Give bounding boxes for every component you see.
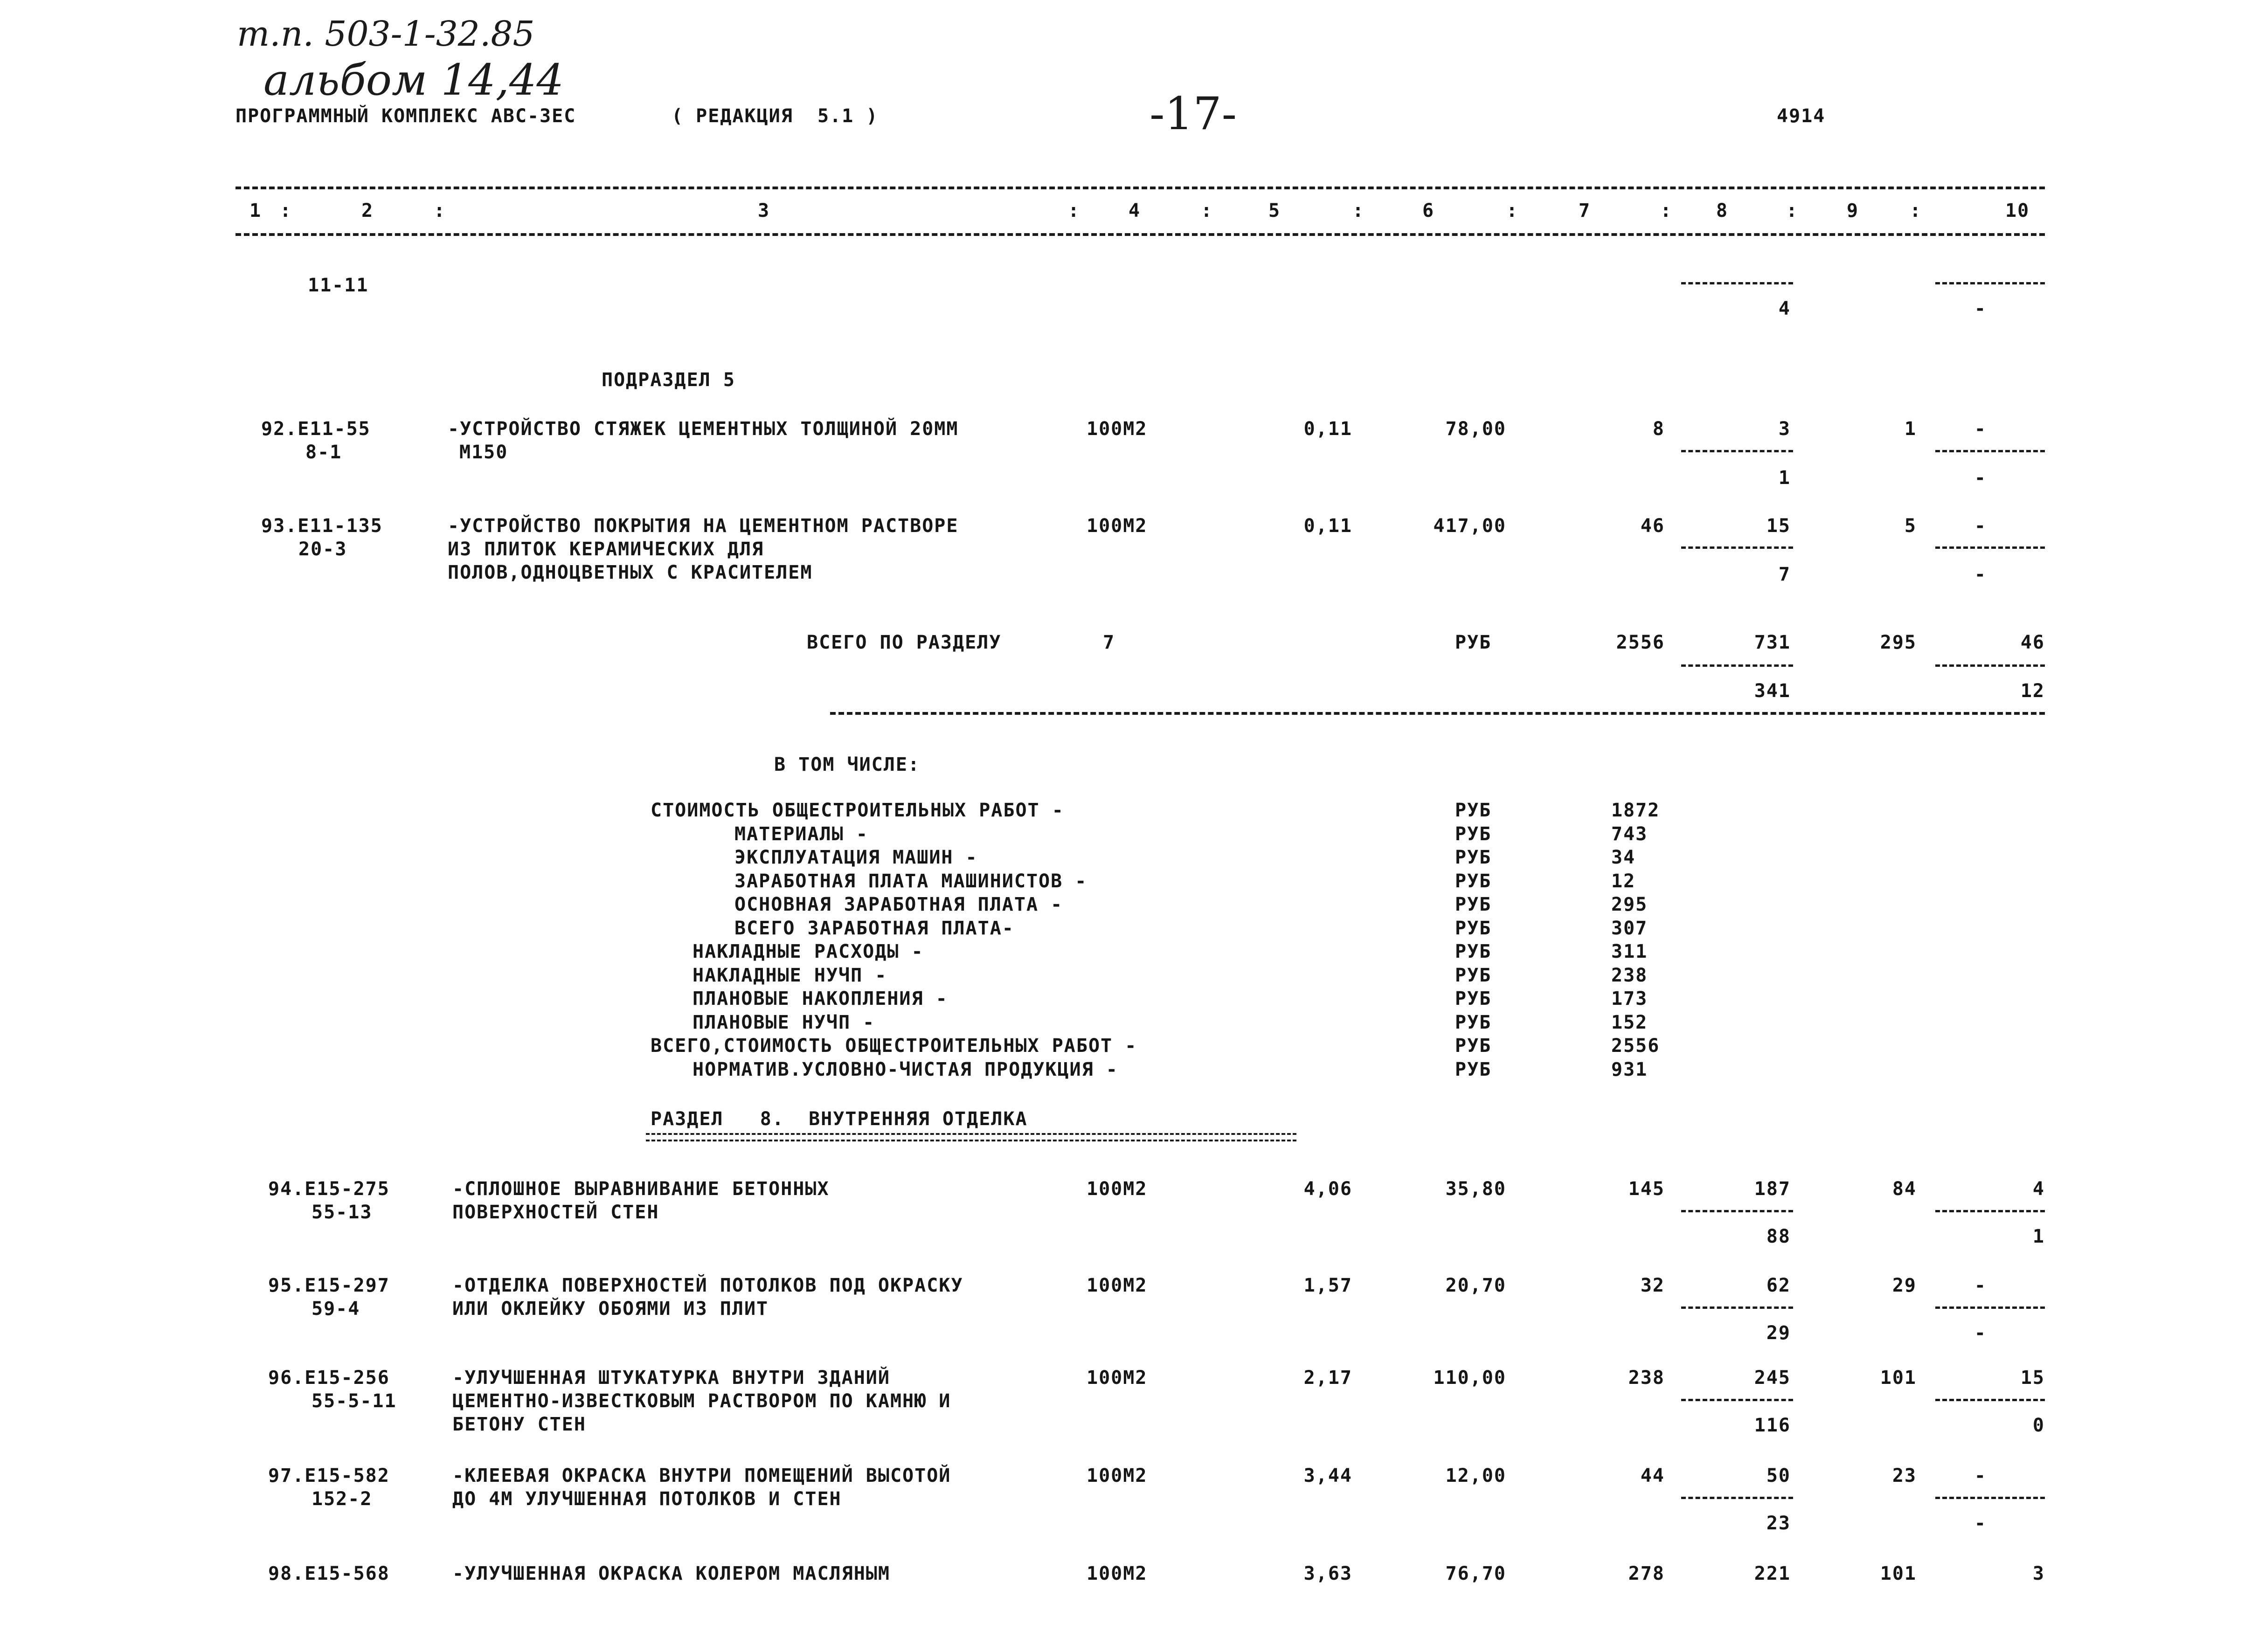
summary-label: ОСНОВНАЯ ЗАРАБОТНАЯ ПЛАТА -: [734, 894, 1063, 915]
summary-label: ВСЕГО ЗАРАБОТНАЯ ПЛАТА-: [734, 917, 1014, 939]
summary-unit: РУБ: [1455, 964, 1492, 986]
item-col8-low: 7: [1778, 564, 1791, 585]
program-edition: ( РЕДАКЦИЯ 5.1 ): [672, 105, 879, 127]
item-col8: 15: [1766, 515, 1791, 537]
item-col10-low: 0: [2032, 1415, 2045, 1436]
summary-unit: РУБ: [1455, 870, 1492, 892]
item-desc-line: ПОВЕРХНОСТЕЙ СТЕН: [452, 1202, 659, 1223]
col-5-header: 5: [1268, 200, 1281, 221]
item-price: 35,80: [1445, 1178, 1506, 1200]
col-8-header: 8: [1716, 200, 1729, 221]
summary-unit: РУБ: [1455, 800, 1492, 821]
col-sep: :: [1660, 200, 1673, 221]
col-sep: :: [1910, 200, 1922, 221]
col-1-header: 1: [249, 200, 262, 221]
handwritten-stamp: т.п. 503-1-32.85: [237, 14, 535, 54]
item-desc-line: -УСТРОЙСТВО ПОКРЫТИЯ НА ЦЕМЕНТНОМ РАСТВОРЕ: [448, 515, 959, 537]
item-col8-low: 1: [1778, 467, 1791, 489]
section-total-col8: 731: [1754, 632, 1791, 653]
summary-label: ПЛАНОВЫЕ НУЧП -: [693, 1011, 875, 1033]
item-number: 93.Е11-135: [261, 515, 383, 537]
subtotal-rule: [1935, 1210, 2045, 1212]
subtotal-rule: [1681, 450, 1793, 452]
subtotal-rule: [1681, 1306, 1793, 1309]
item-col8-low: 88: [1766, 1226, 1791, 1247]
subtotal-rule: [1681, 1210, 1793, 1212]
cell-col10-bottom: -: [1974, 298, 1987, 319]
item-col10: 15: [2020, 1367, 2045, 1389]
item-qty: 2,17: [1303, 1367, 1352, 1389]
item-desc-line: -ОТДЕЛКА ПОВЕРХНОСТЕЙ ПОТОЛКОВ ПОД ОКРАСКУ: [452, 1275, 963, 1296]
summary-value: 1872: [1611, 800, 1660, 821]
summary-value: 152: [1611, 1011, 1648, 1033]
col-2-header: 2: [361, 200, 374, 221]
summary-value: 173: [1611, 988, 1648, 1009]
section-total-sum: 2556: [1616, 632, 1665, 653]
item-col8: 50: [1766, 1465, 1791, 1486]
item-desc-line: -СПЛОШНОЕ ВЫРАВНИВАНИЕ БЕТОННЫХ: [452, 1178, 830, 1200]
item-desc-line: ИЛИ ОКЛЕЙКУ ОБОЯМИ ИЗ ПЛИТ: [452, 1298, 769, 1320]
item-col8: 3: [1778, 418, 1791, 440]
item-col10-low: -: [1974, 564, 1987, 585]
subtotal-rule: [1935, 546, 2045, 549]
summary-unit: РУБ: [1455, 1011, 1492, 1033]
subtotal-rule: [1935, 1399, 2045, 1401]
summary-label: СТОИМОСТЬ ОБЩЕСТРОИТЕЛЬНЫХ РАБОТ -: [651, 800, 1064, 821]
section-total-label: ВСЕГО ПО РАЗДЕЛУ: [807, 632, 1002, 653]
item-price: 20,70: [1445, 1275, 1506, 1296]
summary-value: 307: [1611, 917, 1648, 939]
item-desc-line: -УЛУЧШЕННАЯ ОКРАСКА КОЛЕРОМ МАСЛЯНЫМ: [452, 1563, 890, 1584]
item-unit: 100М2: [1087, 515, 1148, 537]
item-col9: 101: [1880, 1367, 1917, 1389]
item-col9: 23: [1892, 1465, 1917, 1486]
section-end-rule: [830, 712, 2045, 715]
item-total: 44: [1640, 1465, 1665, 1486]
item-col8: 221: [1754, 1563, 1791, 1584]
summary-unit: РУБ: [1455, 1035, 1492, 1057]
item-col9: 84: [1892, 1178, 1917, 1200]
item-total: 238: [1628, 1367, 1665, 1389]
item-col10-low: -: [1974, 1322, 1987, 1344]
item-desc-line: ДО 4М УЛУЧШЕННАЯ ПОТОЛКОВ И СТЕН: [452, 1488, 842, 1510]
subtotal-rule: [1935, 1497, 2045, 1499]
doc-code: 4914: [1777, 105, 1826, 127]
item-unit: 100М2: [1087, 418, 1148, 440]
col-9-header: 9: [1847, 200, 1859, 221]
handwritten-album: альбом 14,44: [263, 55, 564, 105]
col-sep: :: [1068, 200, 1081, 221]
subtotal-rule: [1935, 282, 2045, 284]
item-desc-line: ИЗ ПЛИТОК КЕРАМИЧЕСКИХ ДЛЯ: [448, 539, 764, 560]
subtotal-rule: [1935, 1306, 2045, 1309]
col-7-header: 7: [1579, 200, 1591, 221]
cell-col8-bottom: 4: [1778, 298, 1791, 319]
subtotal-rule: [1681, 546, 1793, 549]
col-sep: :: [1201, 200, 1213, 221]
summary-value: 238: [1611, 964, 1648, 986]
item-col8-low: 116: [1754, 1415, 1791, 1436]
section-total-unit: РУБ: [1455, 632, 1492, 653]
item-unit: 100М2: [1087, 1563, 1148, 1584]
col-6-header: 6: [1422, 200, 1435, 221]
item-col9: 5: [1904, 515, 1917, 537]
summary-unit: РУБ: [1455, 894, 1492, 915]
item-desc-line: БЕТОНУ СТЕН: [452, 1414, 586, 1435]
section-total-col10: 46: [2020, 632, 2045, 653]
item-col10-low: 1: [2032, 1226, 2045, 1247]
col-sep: :: [1786, 200, 1799, 221]
summary-label: НАКЛАДНЫЕ РАСХОДЫ -: [693, 941, 924, 962]
summary-unit: РУБ: [1455, 1058, 1492, 1080]
item-qty: 3,63: [1303, 1563, 1352, 1584]
col-10-header: 10: [2005, 200, 2030, 221]
item-col9: 1: [1904, 418, 1917, 440]
item-col10-low: -: [1974, 1513, 1987, 1534]
subtotal-rule: [1935, 450, 2045, 452]
item-col10: -: [1974, 515, 1987, 537]
item-desc-line: -УСТРОЙСТВО СТЯЖЕК ЦЕМЕНТНЫХ ТОЛЩИНОЙ 20ММ: [448, 418, 959, 440]
program-name: ПРОГРАММНЫЙ КОМПЛЕКС АВС-3ЕС: [235, 105, 576, 127]
item-col8: 62: [1766, 1275, 1791, 1296]
summary-label: ЭКСПЛУАТАЦИЯ МАШИН -: [734, 847, 978, 868]
item-total: 46: [1640, 515, 1665, 537]
item-total: 278: [1628, 1563, 1665, 1584]
item-ref: 55-13: [312, 1202, 373, 1223]
summary-unit: РУБ: [1455, 823, 1492, 845]
item-ref: 20-3: [298, 539, 347, 560]
col-sep: :: [1506, 200, 1519, 221]
col-4-header: 4: [1129, 200, 1141, 221]
item-qty: 0,11: [1303, 515, 1352, 537]
summary-unit: РУБ: [1455, 847, 1492, 868]
subtotal-rule: [1681, 282, 1793, 284]
section-total-col10-low: 12: [2020, 680, 2045, 702]
item-number: 98.Е15-568: [268, 1563, 390, 1584]
item-price: 417,00: [1433, 515, 1506, 537]
summary-label: МАТЕРИАЛЫ -: [734, 823, 868, 845]
summary-value: 34: [1611, 847, 1636, 868]
item-price: 110,00: [1433, 1367, 1506, 1389]
item-desc-line: -УЛУЧШЕННАЯ ШТУКАТУРКА ВНУТРИ ЗДАНИЙ: [452, 1367, 890, 1389]
subtotal-rule: [1935, 664, 2045, 667]
summary-value: 12: [1611, 870, 1636, 892]
item-desc-line: М150: [459, 442, 508, 463]
subtotal-rule: [1681, 664, 1793, 667]
item-col8-low: 23: [1766, 1513, 1791, 1534]
item-total: 145: [1628, 1178, 1665, 1200]
col-sep: :: [1352, 200, 1365, 221]
item-ref: 8-1: [305, 442, 342, 463]
item-ref: 55-5-11: [312, 1390, 397, 1412]
summary-unit: РУБ: [1455, 917, 1492, 939]
header-bottom-rule: [235, 233, 2045, 236]
row-label: 11-11: [308, 275, 369, 296]
item-col9: 29: [1892, 1275, 1917, 1296]
item-ref: 152-2: [312, 1488, 373, 1510]
item-total: 32: [1640, 1275, 1665, 1296]
summary-label: ПЛАНОВЫЕ НАКОПЛЕНИЯ -: [693, 988, 948, 1009]
item-desc-line: ЦЕМЕНТНО-ИЗВЕСТКОВЫМ РАСТВОРОМ ПО КАМНЮ И: [452, 1390, 951, 1412]
item-ref: 59-4: [312, 1298, 360, 1320]
breakdown-title: В ТОМ ЧИСЛЕ:: [774, 754, 920, 775]
header-top-rule: [235, 187, 2045, 189]
subsection-title: ПОДРАЗДЕЛ 5: [602, 369, 735, 391]
item-total: 8: [1652, 418, 1665, 440]
col-3-header: 3: [758, 200, 770, 221]
summary-value: 2556: [1611, 1035, 1660, 1057]
item-unit: 100М2: [1087, 1275, 1148, 1296]
summary-label: ЗАРАБОТНАЯ ПЛАТА МАШИНИСТОВ -: [734, 870, 1087, 892]
item-price: 12,00: [1445, 1465, 1506, 1486]
section-total-col8-low: 341: [1754, 680, 1791, 702]
item-qty: 0,11: [1303, 418, 1352, 440]
item-qty: 1,57: [1303, 1275, 1352, 1296]
item-col10: 4: [2032, 1178, 2045, 1200]
item-qty: 4,06: [1303, 1178, 1352, 1200]
item-number: 92.Е11-55: [261, 418, 371, 440]
col-sep: :: [280, 200, 292, 221]
item-number: 94.Е15-275: [268, 1178, 390, 1200]
item-col8: 187: [1754, 1178, 1791, 1200]
item-number: 97.Е15-582: [268, 1465, 390, 1486]
col-sep: :: [434, 200, 446, 221]
summary-label: НОРМАТИВ.УСЛОВНО-ЧИСТАЯ ПРОДУКЦИЯ -: [693, 1058, 1118, 1080]
section-total-number: 7: [1103, 632, 1115, 653]
item-col10-low: -: [1974, 467, 1987, 489]
summary-value: 295: [1611, 894, 1648, 915]
item-price: 76,70: [1445, 1563, 1506, 1584]
summary-label: НАКЛАДНЫЕ НУЧП -: [693, 964, 887, 986]
item-col9: 101: [1880, 1563, 1917, 1584]
item-price: 78,00: [1445, 418, 1506, 440]
item-col10: -: [1974, 1275, 1987, 1296]
section-title-underline: [646, 1133, 1296, 1141]
item-col8: 245: [1754, 1367, 1791, 1389]
item-col10: -: [1974, 1465, 1987, 1486]
item-number: 95.Е15-297: [268, 1275, 390, 1296]
summary-value: 311: [1611, 941, 1648, 962]
item-col10: 3: [2032, 1563, 2045, 1584]
item-desc-line: -КЛЕЕВАЯ ОКРАСКА ВНУТРИ ПОМЕЩЕНИЙ ВЫСОТОЙ: [452, 1465, 951, 1486]
summary-value: 931: [1611, 1058, 1648, 1080]
summary-unit: РУБ: [1455, 988, 1492, 1009]
page-number: -17-: [1150, 88, 1237, 140]
item-unit: 100М2: [1087, 1178, 1148, 1200]
subtotal-rule: [1681, 1497, 1793, 1499]
section-title: РАЗДЕЛ 8. ВНУТРЕННЯЯ ОТДЕЛКА: [651, 1108, 1028, 1130]
item-col8-low: 29: [1766, 1322, 1791, 1344]
item-unit: 100М2: [1087, 1367, 1148, 1389]
item-qty: 3,44: [1303, 1465, 1352, 1486]
summary-unit: РУБ: [1455, 941, 1492, 962]
summary-label: ВСЕГО,СТОИМОСТЬ ОБЩЕСТРОИТЕЛЬНЫХ РАБОТ -: [651, 1035, 1137, 1057]
item-number: 96.Е15-256: [268, 1367, 390, 1389]
section-total-col9: 295: [1880, 632, 1917, 653]
subtotal-rule: [1681, 1399, 1793, 1401]
item-desc-line: ПОЛОВ,ОДНОЦВЕТНЫХ С КРАСИТЕЛЕМ: [448, 562, 813, 583]
item-unit: 100М2: [1087, 1465, 1148, 1486]
item-col10: -: [1974, 418, 1987, 440]
summary-value: 743: [1611, 823, 1648, 845]
